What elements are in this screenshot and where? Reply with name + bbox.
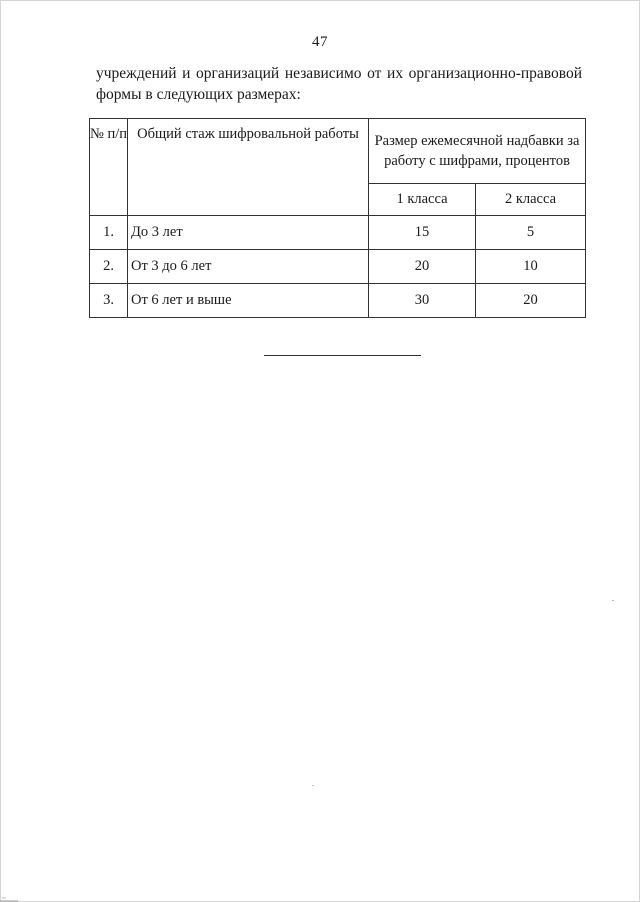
intro-paragraph bbox=[96, 63, 582, 105]
header-stage: Общий стаж шифровальной работы bbox=[128, 119, 369, 216]
row-stage: До 3 лет bbox=[128, 216, 369, 250]
row-number: 3. bbox=[90, 284, 128, 318]
header-number: № п/п bbox=[90, 119, 128, 216]
scan-speck bbox=[312, 785, 314, 786]
row-class-2-value: 5 bbox=[476, 216, 586, 250]
row-number: 1. bbox=[90, 216, 128, 250]
row-stage: От 3 до 6 лет bbox=[128, 250, 369, 284]
table-header-row bbox=[90, 119, 586, 184]
scan-speck bbox=[612, 600, 614, 601]
row-class-1-value: 15 bbox=[369, 216, 476, 250]
table-row bbox=[90, 284, 586, 318]
table-row bbox=[90, 250, 586, 284]
intro-line-1: учреждений и организаций независимо от их организационно-правовой bbox=[96, 65, 582, 82]
header-allowance-size: Размер ежемесячной надбавки за работу с шифрами, процентов bbox=[369, 119, 586, 184]
row-class-1-value: 20 bbox=[369, 250, 476, 284]
scan-corner-mark bbox=[0, 890, 20, 902]
row-stage: От 6 лет и выше bbox=[128, 284, 369, 318]
row-number: 2. bbox=[90, 250, 128, 284]
page-number: 47 bbox=[312, 34, 328, 50]
header-class-2: 2 класса bbox=[476, 184, 586, 216]
closing-rule bbox=[264, 355, 421, 356]
row-class-2-value: 10 bbox=[476, 250, 586, 284]
allowance-table bbox=[89, 118, 586, 318]
table-row bbox=[90, 216, 586, 250]
row-class-1-value: 30 bbox=[369, 284, 476, 318]
intro-line-2: формы в следующих размерах: bbox=[96, 86, 301, 103]
header-class-1: 1 класса bbox=[369, 184, 476, 216]
row-class-2-value: 20 bbox=[476, 284, 586, 318]
